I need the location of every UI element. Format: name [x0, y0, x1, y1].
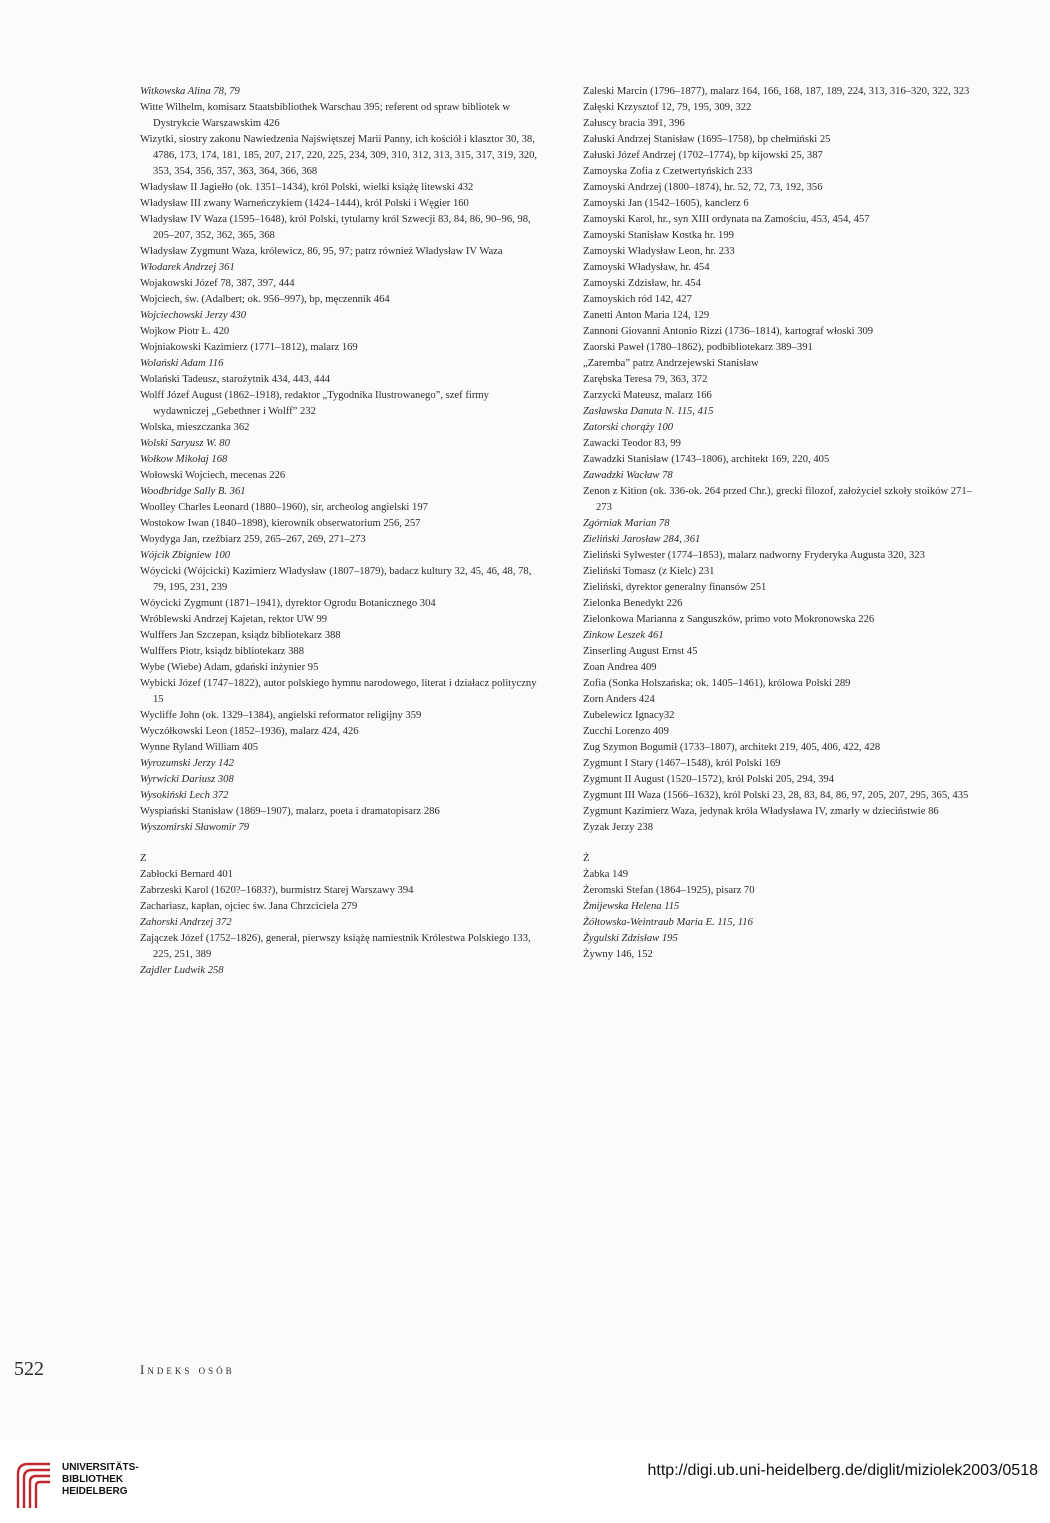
index-entry: Zyzak Jerzy 238 [583, 822, 654, 833]
index-entry: Wóycicki (Wójcicki) Kazimierz Władysław (1807–1879), badacz kultury 32, 45, 46, 48, 78, 79, 195, 231, 239 [140, 566, 532, 593]
index-entry: Wyspiański Stanisław (1869–1907), malarz, poeta i dramatopisarz 286 [140, 806, 440, 817]
index-entry: Zucchi Lorenzo 409 [583, 726, 669, 737]
index-entry: Wybe (Wiebe) Adam, gdański inżynier 95 [140, 662, 319, 673]
index-entry: Zieliński Tomasz (z Kielc) 231 [583, 566, 715, 577]
index-entry: Zieliński Jarosław 284, 361 [583, 534, 701, 545]
index-entry: Wycliffe John (ok. 1329–1384), angielski reformator religijny 359 [140, 710, 422, 721]
index-entry: Zannoni Giovanni Antonio Rizzi (1736–1814), kartograf włoski 309 [583, 326, 874, 337]
index-entry: Wróblewski Andrzej Kajetan, rektor UW 99 [140, 614, 328, 625]
index-entry: Załuski Józef Andrzej (1702–1774), bp kijowski 25, 387 [583, 150, 823, 161]
library-name-line3: HEIDELBERG [62, 1486, 128, 1497]
index-entry: Zatorski chorąży 100 [583, 422, 674, 433]
index-entry: Zarębska Teresa 79, 363, 372 [583, 374, 708, 385]
index-entry: Zasławska Danuta N. 115, 415 [583, 406, 714, 417]
index-entry: Wyrozumski Jerzy 142 [140, 758, 234, 769]
index-entry: Wyrwicki Dariusz 308 [140, 774, 234, 785]
index-entry: Zaleski Marcin (1796–1877), malarz 164, 166, 168, 187, 189, 224, 313, 316–320, 322, 323 [583, 86, 970, 97]
index-entry: Woydyga Jan, rzeźbiarz 259, 265–267, 269, 271–273 [140, 534, 366, 545]
index-entry: Zawadzki Wacław 78 [583, 470, 673, 481]
index-entry: Żółtowska-Weintraub Maria E. 115, 116 [583, 917, 753, 928]
index-entry: Zygmunt III Waza (1566–1632), król Polski 23, 28, 83, 84, 86, 97, 205, 207, 295, 365, 435 [583, 790, 969, 801]
index-entry: Zamoyski Jan (1542–1605), kanclerz 6 [583, 198, 749, 209]
index-entry: Włodarek Andrzej 361 [140, 262, 235, 273]
index-entry: Zinserling August Ernst 45 [583, 646, 698, 657]
index-entry: Wulffers Jan Szczepan, ksiądz bibliotekarz 388 [140, 630, 341, 641]
index-entry: Wyszomirski Sławomir 79 [140, 822, 250, 833]
index-entry: Witte Wilhelm, komisarz Staatsbibliothek Warschau 395; referent od spraw bibliotek w Dystrykcie Warszawskim 426 [140, 102, 511, 129]
index-entry: Wojakowski Józef 78, 387, 397, 444 [140, 278, 295, 289]
index-entry: Żmijewska Helena 115 [583, 901, 680, 912]
index-entry: Zofia (Sonka Holszańska; ok. 1405–1461), królowa Polski 289 [583, 678, 851, 689]
index-entry: Wostokow Iwan (1840–1898), kierownik obserwatorium 256, 257 [140, 518, 421, 529]
index-entry: Wolski Saryusz W. 80 [140, 438, 230, 449]
index-entry: Wyczółkowski Leon (1852–1936), malarz 424, 426 [140, 726, 359, 737]
library-logo-icon [10, 1458, 56, 1514]
index-entry: Wojkow Piotr Ł. 420 [140, 326, 230, 337]
index-entry: Zygmunt II August (1520–1572), król Polski 205, 294, 394 [583, 774, 835, 785]
index-entry: Zabrzeski Karol (1620?–1683?), burmistrz Starej Warszawy 394 [140, 885, 414, 896]
index-entry: Załęski Krzysztof 12, 79, 195, 309, 322 [583, 102, 752, 113]
index-entry: Zamoyski Władysław, hr. 454 [583, 262, 710, 273]
index-entry: Wóycicki Zygmunt (1871–1941), dyrektor Ogrodu Botanicznego 304 [140, 598, 436, 609]
index-entry: Wolański Tadeusz, starożytnik 434, 443, 444 [140, 374, 331, 385]
index-entry: Wizytki, siostry zakonu Nawiedzenia Najświętszej Marii Panny, ich kościół i klasztor 30, 38, 4786, 173, 174, 181, 185, 207, 217, 220, 225, 234, 309, 310, 312, 313, 315, 317, 319, 320, 353, 354, 356, 357, 363, 364, 366, 368 [140, 134, 538, 177]
index-entry: Wójcik Zbigniew 100 [140, 550, 231, 561]
index-entry: Załuski Andrzej Stanisław (1695–1758), bp chełmiński 25 [583, 134, 831, 145]
index-entry: Zamoyski Karol, hr., syn XIII ordynata na Zamościu, 453, 454, 457 [583, 214, 870, 225]
index-entry: Zug Szymon Bogumił (1733–1807), architekt 219, 405, 406, 422, 428 [583, 742, 881, 753]
page-number: 522 [14, 1358, 44, 1380]
index-entry: Zygmunt I Stary (1467–1548), król Polski 169 [583, 758, 781, 769]
index-entry: Zamoyski Stanisław Kostka hr. 199 [583, 230, 734, 241]
source-url[interactable]: http://digi.ub.uni-heidelberg.de/diglit/miziolek2003/0518 [647, 1462, 1038, 1479]
index-entry: Woolley Charles Leonard (1880–1960), sir, archeolog angielski 197 [140, 502, 428, 513]
index-column-left [140, 84, 538, 979]
index-entry: Załuscy bracia 391, 396 [583, 118, 685, 129]
index-entry: Wojciech, św. (Adalbert; ok. 956–997), bp, męczennik 464 [140, 294, 390, 305]
index-entry: Zielonkowa Marianna z Sanguszków, primo voto Mokronowska 226 [583, 614, 875, 625]
index-entry: Zgórniak Marian 78 [583, 518, 670, 529]
index-entry: Zaorski Paweł (1780–1862), podbibliotekarz 389–391 [583, 342, 813, 353]
index-entry: Zamoyski Władysław Leon, hr. 233 [583, 246, 735, 257]
index-entry: Zawacki Teodor 83, 99 [583, 438, 681, 449]
index-column-right [583, 84, 981, 963]
running-title: Indeks osób [140, 1362, 235, 1377]
index-entry: Zielonka Benedykt 226 [583, 598, 683, 609]
index-entry: Zabłocki Bernard 401 [140, 869, 233, 880]
index-entry: Władysław Zygmunt Waza, królewicz, 86, 95, 97; patrz również Władysław IV Waza [140, 246, 503, 257]
index-entry: Zieliński Sylwester (1774–1853), malarz nadworny Fryderyka Augusta 320, 323 [583, 550, 925, 561]
index-entry: Żywny 146, 152 [583, 949, 653, 960]
index-entry: Zieliński, dyrektor generalny finansów 251 [583, 582, 767, 593]
index-entry: Wolff Józef August (1862–1918), redaktor „Tygodnika Ilustrowanego”, szef firmy wydawniczej „Gebethner i Wolff” 232 [140, 390, 489, 417]
index-entry: Zanetti Anton Maria 124, 129 [583, 310, 710, 321]
index-entry: Wojniakowski Kazimierz (1771–1812), malarz 169 [140, 342, 358, 353]
index-entry: Zamoyskich ród 142, 427 [583, 294, 692, 305]
index-entry: Wołowski Wojciech, mecenas 226 [140, 470, 286, 481]
index-entry: Witkowska Alina 78, 79 [140, 86, 240, 97]
index-entry: Zubelewicz Ignacy32 [583, 710, 675, 721]
index-entry: Zarzycki Mateusz, malarz 166 [583, 390, 712, 401]
index-entry: Woodbridge Sally B. 361 [140, 486, 246, 497]
index-entry: Zachariasz, kapłan, ojciec św. Jana Chrzciciela 279 [140, 901, 358, 912]
index-entry: Wojciechowski Jerzy 430 [140, 310, 247, 321]
index-entry: Wolański Adam 116 [140, 358, 224, 369]
index-entry: Zorn Anders 424 [583, 694, 655, 705]
index-entry: Wysokiński Lech 372 [140, 790, 229, 801]
library-name-line2: BIBLIOTHEK [62, 1474, 124, 1485]
index-entry: Zoan Andrea 409 [583, 662, 657, 673]
index-entry: Żygulski Zdzisław 195 [583, 933, 678, 944]
library-name-line1: UNIVERSITÄTS- [62, 1462, 139, 1473]
library-name [62, 1462, 139, 1498]
index-letter-heading: Z [140, 853, 147, 864]
index-entry: Zajdler Ludwik 258 [140, 965, 224, 976]
index-entry: Żeromski Stefan (1864–1925), pisarz 70 [583, 885, 755, 896]
index-entry: Wulffers Piotr, ksiądz bibliotekarz 388 [140, 646, 305, 657]
index-entry: Zajączek Józef (1752–1826), generał, pierwszy książę namiestnik Królestwa Polskiego 133, 225, 251, 389 [140, 933, 531, 960]
index-entry: Zahorski Andrzej 372 [140, 917, 232, 928]
index-entry: Władysław III zwany Warneńczykiem (1424–1444), król Polski i Węgier 160 [140, 198, 469, 209]
index-entry: Zamoyski Zdzisław, hr. 454 [583, 278, 701, 289]
index-entry: „Zaremba” patrz Andrzejewski Stanisław [583, 358, 759, 369]
index-entry: Władysław IV Waza (1595–1648), król Polski, tytularny król Szwecji 83, 84, 86, 90–96, 98, 205–207, 352, 362, 365, 368 [140, 214, 531, 241]
index-entry: Żabka 149 [583, 869, 629, 880]
index-entry: Zygmunt Kazimierz Waza, jedynak króla Władysława IV, zmarły w dzieciństwie 86 [583, 806, 939, 817]
index-entry: Wolska, mieszczanka 362 [140, 422, 250, 433]
index-entry: Wołkow Mikołaj 168 [140, 454, 228, 465]
index-entry: Zamoyska Zofia z Czetwertyńskich 233 [583, 166, 753, 177]
index-letter-heading: Ż [583, 853, 590, 864]
index-entry: Wynne Ryland William 405 [140, 742, 259, 753]
index-entry: Zenon z Kition (ok. 336-ok. 264 przed Chr.), grecki filozof, założyciel szkoły stoików 271–273 [583, 486, 972, 513]
index-entry: Zawadzki Stanisław (1743–1806), architekt 169, 220, 405 [583, 454, 830, 465]
index-entry: Zamoyski Andrzej (1800–1874), hr. 52, 72, 73, 192, 356 [583, 182, 823, 193]
index-entry: Władysław II Jagiełło (ok. 1351–1434), król Polski, wielki książę litewski 432 [140, 182, 474, 193]
index-entry: Wybicki Józef (1747–1822), autor polskiego hymnu narodowego, literat i działacz polityczny 15 [140, 678, 537, 705]
index-entry: Zinkow Leszek 461 [583, 630, 664, 641]
